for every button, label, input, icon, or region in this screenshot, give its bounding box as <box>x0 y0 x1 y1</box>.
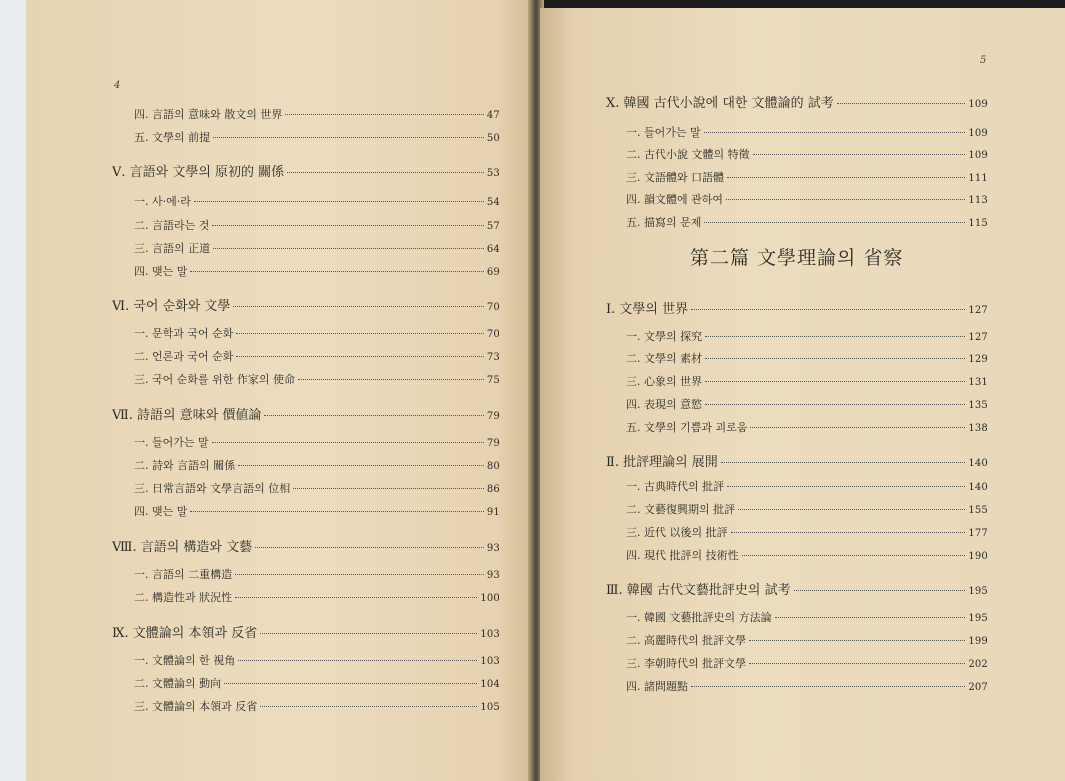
right-page <box>540 8 1065 781</box>
toc-entry-label: Ⅵ. 국어 순화와 文學 <box>112 299 231 314</box>
toc-entry-label: 一. 文學의 探究 <box>626 330 703 343</box>
toc-entry-page-number: 93 <box>486 570 500 581</box>
toc-entry-label: 三. 日常言語와 文學言語의 位相 <box>134 482 291 495</box>
right-toc-section-row <box>626 547 988 563</box>
toc-entry-label: 二. 古代小說 文體의 特徵 <box>626 148 750 161</box>
right-toc-section-row <box>626 632 988 648</box>
toc-entry-page-number: 138 <box>968 423 988 434</box>
dot-leader <box>726 199 965 200</box>
toc-entry-page-number: 47 <box>486 110 500 121</box>
toc-entry-page-number: 75 <box>486 375 500 386</box>
left-toc-chapter-row <box>112 295 500 314</box>
left-page <box>26 0 538 781</box>
toc-entry-page-number: 202 <box>968 659 988 670</box>
toc-entry-page-number: 155 <box>968 505 988 516</box>
toc-entry-label: 三. 李朝時代의 批評文學 <box>626 657 747 670</box>
left-toc-section-row <box>134 675 500 691</box>
right-toc-section-row <box>626 124 988 140</box>
toc-entry-label: 二. 高麗時代의 批評文學 <box>626 634 747 647</box>
left-toc-section-row <box>134 503 500 519</box>
right-toc-section-row <box>626 191 988 207</box>
right-toc-section-row <box>626 609 988 625</box>
right-toc-section-row <box>626 478 988 494</box>
toc-entry-page-number: 91 <box>486 507 500 518</box>
toc-entry-label: 四. 韻文體에 관하여 <box>626 193 723 206</box>
dot-leader <box>190 511 484 512</box>
toc-entry-page-number: 109 <box>968 99 988 110</box>
right-toc-section-row <box>626 146 988 162</box>
toc-entry-label: Ⅰ. 文學의 世界 <box>606 302 689 317</box>
toc-entry-page-number: 140 <box>968 482 988 493</box>
toc-entry-page-number: 109 <box>968 150 988 161</box>
toc-entry-page-number: 70 <box>486 329 500 340</box>
toc-entry-label: 三. 국어 순화를 위한 作家의 使命 <box>134 373 295 386</box>
toc-entry-page-number: 105 <box>480 702 500 713</box>
left-toc-section-row <box>134 652 500 668</box>
right-toc-chapter-row <box>606 451 988 470</box>
toc-entry-page-number: 177 <box>968 528 988 539</box>
dot-leader <box>213 248 484 249</box>
toc-entry-label: 四. 言語의 意味와 散文의 世界 <box>134 108 283 121</box>
dot-leader <box>238 660 477 661</box>
toc-entry-page-number: 113 <box>968 195 988 206</box>
dot-leader <box>213 137 484 138</box>
toc-entry-label: 一. 들어가는 말 <box>134 436 209 449</box>
right-toc-section-row <box>626 350 988 366</box>
toc-entry-label: 三. 文體論의 本領과 反省 <box>134 700 258 713</box>
left-toc-section-row <box>134 371 500 387</box>
toc-entry-page-number: 109 <box>968 128 988 139</box>
dot-leader <box>705 358 965 359</box>
right-toc-section-row <box>626 524 988 540</box>
dot-leader <box>190 271 484 272</box>
toc-entry-page-number: 79 <box>486 438 500 449</box>
right-toc-chapter-row <box>606 298 988 317</box>
toc-entry-page-number: 93 <box>486 543 500 554</box>
toc-entry-label: 一. 들어가는 말 <box>626 126 701 139</box>
toc-entry-label: Ⅱ. 批評理論의 展開 <box>606 455 718 470</box>
left-page-number: 4 <box>114 80 121 91</box>
toc-entry-page-number: 127 <box>968 305 988 316</box>
left-toc-chapter-row <box>112 161 500 180</box>
toc-entry-page-number: 86 <box>486 484 500 495</box>
dot-leader <box>837 103 966 104</box>
toc-entry-page-number: 104 <box>480 679 500 690</box>
left-toc-section-row <box>134 348 500 364</box>
dot-leader <box>293 488 484 489</box>
toc-entry-label: Ⅲ. 韓國 古代文藝批評史의 試考 <box>606 583 791 598</box>
left-toc-section-row <box>134 263 500 279</box>
toc-entry-page-number: 80 <box>486 461 500 472</box>
left-toc-section-row <box>134 434 500 450</box>
toc-entry-label: 五. 文學의 前提 <box>134 131 211 144</box>
toc-entry-label: 五. 文學의 기쁨과 괴로움 <box>626 421 748 434</box>
toc-entry-label: 五. 描寫의 문제 <box>626 216 702 229</box>
toc-entry-page-number: 100 <box>480 593 500 604</box>
dot-leader <box>705 404 965 405</box>
right-toc-section-row <box>626 501 988 517</box>
right-toc-section-row <box>626 373 988 389</box>
scanner-background <box>0 0 28 781</box>
toc-entry-page-number: 54 <box>486 197 500 208</box>
right-toc-section-row <box>626 169 988 185</box>
right-toc-section-row <box>626 655 988 671</box>
toc-entry-label: Ⅹ. 韓國 古代小說에 대한 文體論的 試考 <box>606 96 834 111</box>
toc-entry-label: 四. 表現의 意慾 <box>626 398 703 411</box>
toc-entry-page-number: 64 <box>486 244 500 255</box>
dot-leader <box>750 427 965 428</box>
toc-entry-label: 三. 心象의 世界 <box>626 375 703 388</box>
left-toc-section-row <box>134 566 500 582</box>
dot-leader <box>298 379 484 380</box>
dot-leader <box>212 225 484 226</box>
dot-leader <box>742 555 966 556</box>
toc-entry-page-number: 195 <box>968 613 988 624</box>
toc-entry-page-number: 127 <box>968 332 988 343</box>
right-toc-section-row <box>626 214 988 230</box>
toc-entry-page-number: 111 <box>968 173 988 184</box>
dot-leader <box>194 201 484 202</box>
right-toc-section-row <box>626 419 988 435</box>
dot-leader <box>794 590 966 591</box>
right-toc-section-row <box>626 678 988 694</box>
dot-leader <box>727 177 965 178</box>
dot-leader <box>749 640 965 641</box>
dot-leader <box>235 597 477 598</box>
dot-leader <box>775 617 966 618</box>
dot-leader <box>224 683 477 684</box>
toc-entry-label: 三. 文語體와 口語體 <box>626 171 725 184</box>
toc-entry-page-number: 131 <box>968 377 988 388</box>
left-toc-section-row <box>134 325 500 341</box>
dot-leader <box>287 172 484 173</box>
dot-leader <box>238 465 484 466</box>
left-toc-section-row <box>134 240 500 256</box>
dot-leader <box>721 462 966 463</box>
toc-entry-label: 一. 문학과 국어 순화 <box>134 327 234 340</box>
dot-leader <box>236 333 484 334</box>
toc-entry-label: 一. 文體論의 한 視角 <box>134 654 236 667</box>
toc-entry-page-number: 129 <box>968 354 988 365</box>
left-toc-section-row <box>134 698 500 714</box>
toc-entry-label: 一. 言語의 二重構造 <box>134 568 233 581</box>
part-title: 第二篇 文學理論의 省察 <box>690 247 904 269</box>
toc-entry-page-number: 140 <box>968 458 988 469</box>
toc-entry-label: 一. 韓國 文藝批評史의 方法論 <box>626 611 772 624</box>
dot-leader <box>285 114 484 115</box>
toc-entry-page-number: 103 <box>480 656 500 667</box>
toc-entry-label: 四. 諸問題點 <box>626 680 688 693</box>
left-toc-section-row <box>134 480 500 496</box>
dot-leader <box>738 509 965 510</box>
toc-entry-label: 二. 言語라는 것 <box>134 219 210 232</box>
toc-entry-label: 二. 詩와 言語의 關係 <box>134 459 236 472</box>
dot-leader <box>235 574 484 575</box>
toc-entry-page-number: 115 <box>968 218 988 229</box>
toc-entry-label: Ⅸ. 文體論의 本領과 反省 <box>112 626 258 641</box>
toc-entry-page-number: 53 <box>486 168 500 179</box>
toc-entry-label: 二. 文藝復興期의 批評 <box>626 503 736 516</box>
dot-leader <box>753 154 966 155</box>
toc-entry-page-number: 207 <box>968 682 988 693</box>
toc-entry-page-number: 199 <box>968 636 988 647</box>
left-toc-chapter-row <box>112 622 500 641</box>
left-toc-section-row <box>134 457 500 473</box>
dot-leader <box>236 356 484 357</box>
left-toc-section-row <box>134 193 500 209</box>
toc-entry-label: 二. 언론과 국어 순화 <box>134 350 234 363</box>
dot-leader <box>705 336 965 337</box>
toc-entry-label: Ⅷ. 言語의 構造와 文藝 <box>112 540 253 555</box>
dot-leader <box>731 532 966 533</box>
toc-entry-page-number: 103 <box>480 629 500 640</box>
toc-entry-page-number: 135 <box>968 400 988 411</box>
right-toc-section-row <box>626 396 988 412</box>
dot-leader <box>260 706 477 707</box>
dot-leader <box>233 306 483 307</box>
dot-leader <box>264 415 483 416</box>
left-toc-section-row <box>134 129 500 145</box>
dot-leader <box>727 486 965 487</box>
toc-entry-page-number: 69 <box>486 267 500 278</box>
toc-entry-page-number: 195 <box>968 586 988 597</box>
left-toc-section-row <box>134 106 500 122</box>
toc-entry-page-number: 57 <box>486 221 500 232</box>
dot-leader <box>704 222 965 223</box>
toc-entry-page-number: 190 <box>968 551 988 562</box>
toc-entry-label: 三. 言語의 正道 <box>134 242 211 255</box>
toc-entry-label: 四. 맺는 말 <box>134 505 188 518</box>
dot-leader <box>212 442 484 443</box>
left-toc-chapter-row <box>112 404 500 423</box>
dot-leader <box>691 686 965 687</box>
toc-entry-label: 二. 構造性과 狀況性 <box>134 591 233 604</box>
right-toc-chapter-row <box>606 579 988 598</box>
toc-entry-page-number: 50 <box>486 133 500 144</box>
toc-entry-label: 二. 文體論의 動向 <box>134 677 222 690</box>
dot-leader <box>705 381 965 382</box>
toc-entry-label: Ⅴ. 言語와 文學의 原初的 關係 <box>112 165 285 180</box>
dot-leader <box>749 663 965 664</box>
toc-entry-label: 一. 古典時代의 批評 <box>626 480 725 493</box>
dot-leader <box>260 633 477 634</box>
toc-entry-label: 四. 맺는 말 <box>134 265 188 278</box>
left-toc-section-row <box>134 589 500 605</box>
toc-entry-page-number: 79 <box>486 411 500 422</box>
dot-leader <box>704 132 966 133</box>
toc-entry-label: 一. 사·에·라 <box>134 195 191 208</box>
left-toc-chapter-row <box>112 536 500 555</box>
right-toc-section-row <box>626 328 988 344</box>
toc-entry-label: 四. 現代 批評의 技術性 <box>626 549 739 562</box>
toc-entry-label: 二. 文學의 素材 <box>626 352 703 365</box>
toc-entry-label: 三. 近代 以後의 批評 <box>626 526 728 539</box>
left-toc-section-row <box>134 217 500 233</box>
dot-leader <box>691 309 965 310</box>
dot-leader <box>255 547 484 548</box>
right-toc-chapter-row <box>606 92 988 111</box>
toc-entry-page-number: 73 <box>486 352 500 363</box>
toc-entry-label: Ⅶ. 詩語의 意味와 價値論 <box>112 408 262 423</box>
toc-entry-page-number: 70 <box>486 302 500 313</box>
right-page-number: 5 <box>980 55 987 66</box>
